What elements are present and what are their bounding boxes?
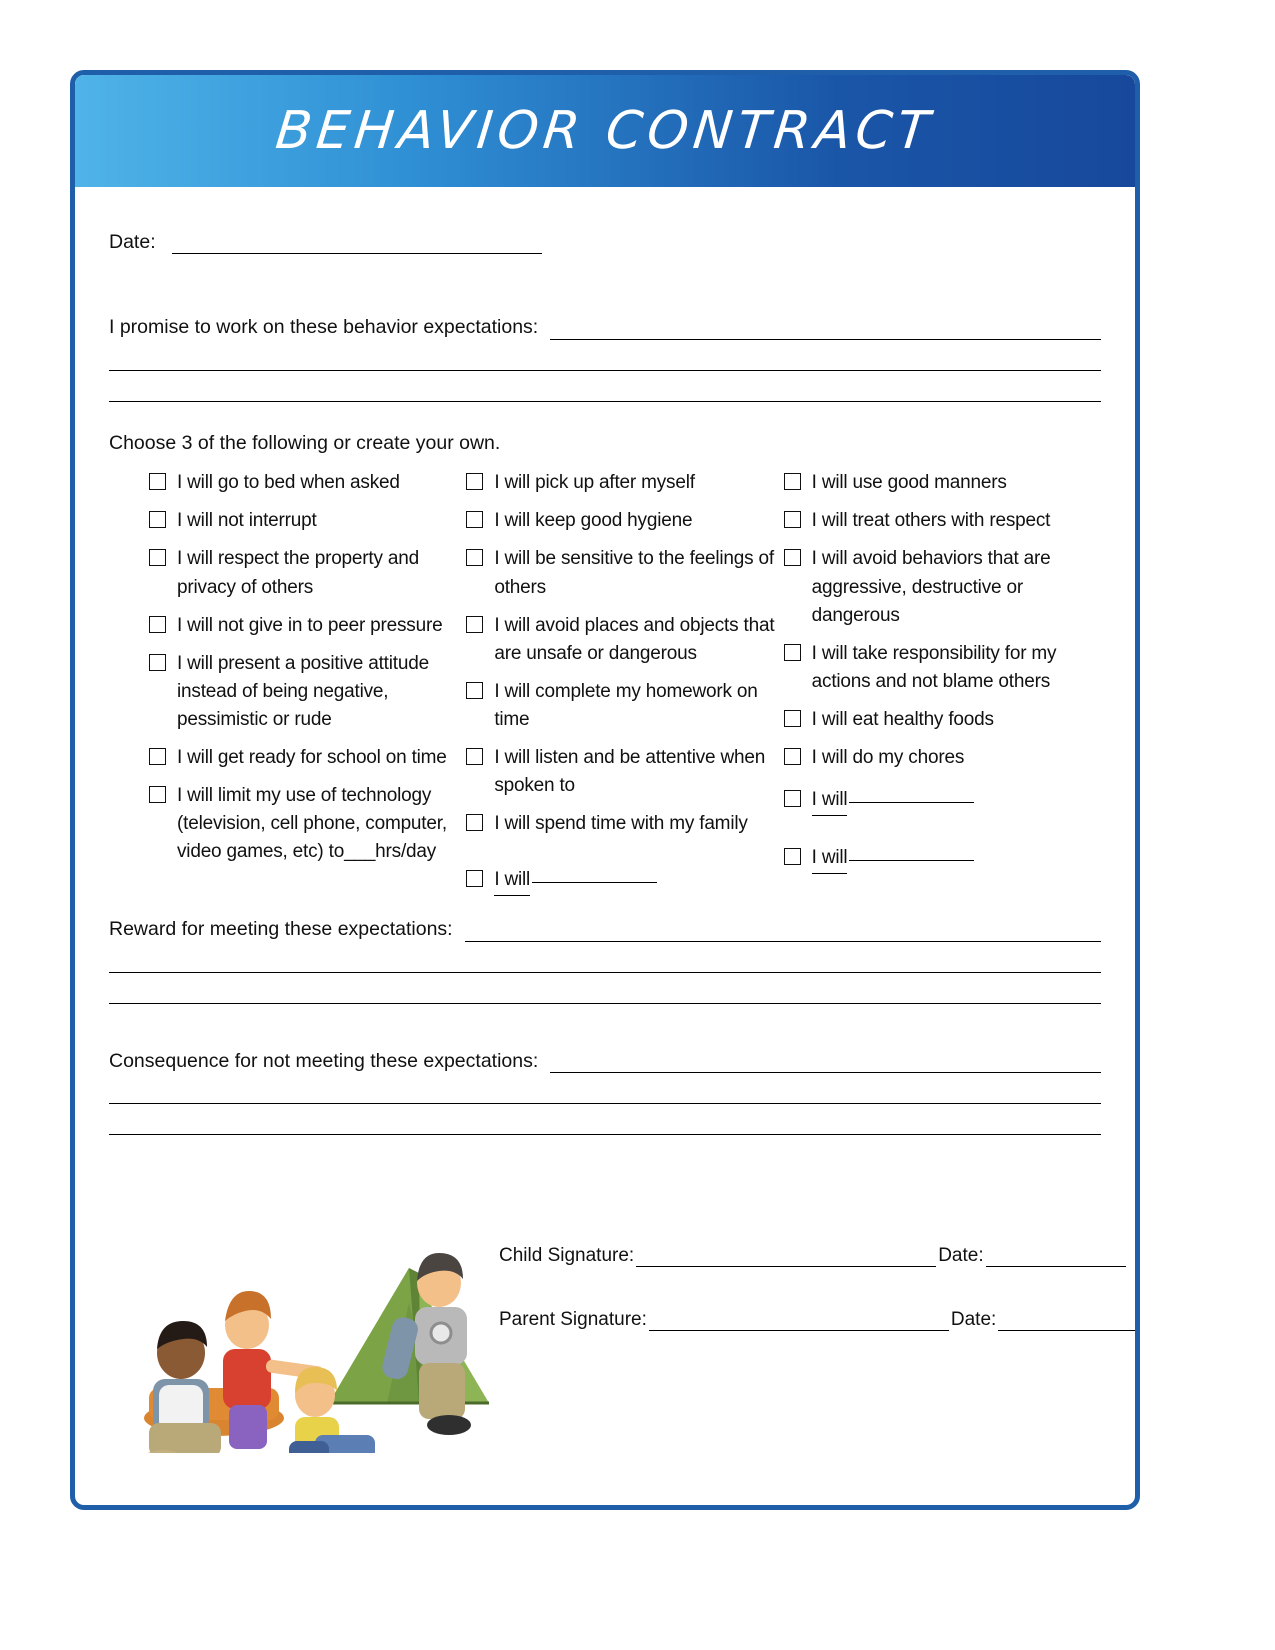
checkbox-icon[interactable] bbox=[466, 870, 483, 887]
parent-date-label: Date: bbox=[950, 1309, 997, 1331]
checkbox-icon[interactable] bbox=[149, 786, 166, 803]
consequence-input-line-1[interactable] bbox=[550, 1071, 1101, 1073]
custom-item-input-line[interactable] bbox=[849, 786, 974, 803]
checkbox-icon[interactable] bbox=[466, 616, 483, 633]
reward-input-line-3[interactable] bbox=[109, 1002, 1101, 1004]
list-item-label: I will present a positive attitude instead of being negative, pessimistic or rude bbox=[177, 652, 429, 730]
list-item-label: I will not give in to peer pressure bbox=[177, 614, 443, 636]
list-item[interactable] bbox=[149, 507, 466, 535]
child-date-line[interactable] bbox=[986, 1265, 1126, 1267]
checkbox-icon[interactable] bbox=[466, 473, 483, 490]
reward-input-line-1[interactable] bbox=[465, 940, 1101, 942]
list-item-label: I will go to bed when asked bbox=[177, 472, 400, 494]
list-item[interactable] bbox=[784, 545, 1101, 629]
checkbox-icon[interactable] bbox=[149, 473, 166, 490]
checkbox-icon[interactable] bbox=[466, 511, 483, 528]
promise-input-line-1[interactable] bbox=[550, 338, 1101, 340]
list-item[interactable] bbox=[784, 507, 1101, 535]
list-item-label: I will treat others with respect bbox=[811, 510, 1051, 532]
custom-item-input-line[interactable] bbox=[849, 844, 974, 861]
list-item-label: I will get ready for school on time bbox=[177, 747, 447, 769]
checkbox-icon[interactable] bbox=[784, 549, 801, 566]
list-item-label: I will use good manners bbox=[811, 472, 1007, 494]
reward-row bbox=[109, 918, 1101, 941]
list-item-custom[interactable] bbox=[784, 844, 1101, 874]
date-input-line[interactable] bbox=[172, 252, 542, 254]
checkbox-icon[interactable] bbox=[466, 549, 483, 566]
list-item-label: I will avoid behaviors that are aggressive, destructive or dangerous bbox=[811, 548, 1051, 626]
signature-area bbox=[499, 1245, 1139, 1373]
list-item[interactable] bbox=[149, 545, 466, 601]
checkbox-icon[interactable] bbox=[149, 549, 166, 566]
contract-page bbox=[70, 70, 1140, 1510]
child-date-label: Date: bbox=[938, 1245, 984, 1267]
list-item[interactable] bbox=[466, 545, 783, 601]
checkbox-icon[interactable] bbox=[149, 511, 166, 528]
checkbox-icon[interactable] bbox=[149, 616, 166, 633]
promise-label: I promise to work on these behavior expectations: bbox=[109, 316, 539, 339]
reward-label: Reward for meeting these expectations: bbox=[109, 918, 453, 941]
parent-signature-row bbox=[499, 1309, 1139, 1331]
checkbox-icon[interactable] bbox=[784, 848, 801, 865]
checkbox-icon[interactable] bbox=[466, 748, 483, 765]
list-item-label: I will be sensitive to the feelings of others bbox=[494, 548, 774, 598]
list-item-custom[interactable] bbox=[466, 866, 783, 896]
checkbox-icon[interactable] bbox=[784, 790, 801, 807]
list-item[interactable] bbox=[149, 612, 466, 640]
consequence-row bbox=[109, 1050, 1101, 1073]
list-item-label: I will listen and be attentive when spoken to bbox=[494, 747, 766, 797]
form-body bbox=[75, 231, 1135, 1510]
list-item[interactable] bbox=[466, 678, 783, 734]
checkbox-icon[interactable] bbox=[466, 682, 483, 699]
list-item-label: I will spend time with my family bbox=[494, 813, 748, 835]
custom-item-label: I will bbox=[812, 844, 848, 874]
promise-row bbox=[109, 316, 1101, 339]
list-item-label: I will respect the property and privacy of others bbox=[177, 548, 419, 598]
list-item[interactable] bbox=[784, 706, 1101, 734]
list-item-label: I will avoid places and objects that are unsafe or dangerous bbox=[494, 614, 775, 664]
checklist-column-1 bbox=[109, 469, 466, 906]
checkbox-icon[interactable] bbox=[784, 473, 801, 490]
reward-input-line-2[interactable] bbox=[109, 971, 1101, 973]
list-item[interactable] bbox=[149, 469, 466, 497]
list-item[interactable] bbox=[466, 612, 783, 668]
list-item-label: I will do my chores bbox=[811, 747, 965, 769]
list-item-label: I will keep good hygiene bbox=[494, 510, 693, 532]
choose-row bbox=[109, 432, 1101, 455]
date-row bbox=[109, 231, 1101, 254]
list-item[interactable] bbox=[466, 507, 783, 535]
custom-item-label: I will bbox=[812, 786, 848, 816]
child-signature-label: Child Signature: bbox=[499, 1245, 635, 1267]
consequence-input-line-3[interactable] bbox=[109, 1133, 1101, 1135]
consequence-label: Consequence for not meeting these expectations: bbox=[109, 1049, 539, 1072]
checkbox-icon[interactable] bbox=[149, 748, 166, 765]
checkbox-icon[interactable] bbox=[466, 814, 483, 831]
list-item-label: I will complete my homework on time bbox=[494, 680, 758, 730]
list-item[interactable] bbox=[149, 782, 466, 866]
custom-item-input-line[interactable] bbox=[532, 866, 657, 883]
date-label: Date: bbox=[109, 231, 156, 253]
list-item-label: I will eat healthy foods bbox=[811, 708, 994, 730]
checklist-column-3 bbox=[784, 469, 1101, 906]
page-title: BEHAVIOR CONTRACT bbox=[272, 101, 938, 161]
list-item-label: I will limit my use of technology (television, cell phone, computer, video games, etc) to___hrs/day bbox=[177, 785, 447, 863]
list-item[interactable] bbox=[466, 469, 783, 497]
list-item-label: I will take responsibility for my actions and not blame others bbox=[811, 642, 1057, 692]
checklist-column-2 bbox=[466, 469, 783, 906]
list-item[interactable] bbox=[466, 744, 783, 800]
list-item[interactable] bbox=[784, 640, 1101, 696]
list-item-label: I will pick up after myself bbox=[494, 472, 695, 494]
promise-input-line-3[interactable] bbox=[109, 400, 1101, 402]
parent-signature-label: Parent Signature: bbox=[499, 1309, 647, 1331]
children-camping-illustration bbox=[119, 1173, 499, 1453]
child-signature-row bbox=[499, 1245, 1139, 1267]
checkbox-icon[interactable] bbox=[784, 511, 801, 528]
list-item[interactable] bbox=[149, 650, 466, 734]
parent-signature-line[interactable] bbox=[649, 1329, 949, 1331]
checkbox-icon[interactable] bbox=[784, 644, 801, 661]
list-item-label: I will not interrupt bbox=[177, 510, 317, 532]
checkbox-icon[interactable] bbox=[784, 748, 801, 765]
checkbox-icon[interactable] bbox=[149, 654, 166, 671]
choose-label: Choose 3 of the following or create your own. bbox=[109, 431, 501, 454]
list-item-custom[interactable] bbox=[784, 786, 1101, 816]
parent-date-line[interactable] bbox=[998, 1329, 1138, 1331]
consequence-input-line-2[interactable] bbox=[109, 1102, 1101, 1104]
list-item[interactable] bbox=[784, 469, 1101, 497]
checklist-columns bbox=[109, 469, 1101, 906]
checkbox-icon[interactable] bbox=[784, 710, 801, 727]
custom-item-label: I will bbox=[494, 866, 530, 896]
list-item[interactable] bbox=[466, 810, 783, 838]
child-signature-line[interactable] bbox=[636, 1265, 936, 1267]
list-item[interactable] bbox=[149, 744, 466, 772]
promise-input-line-2[interactable] bbox=[109, 369, 1101, 371]
footer bbox=[109, 1153, 1101, 1453]
title-bar bbox=[75, 75, 1135, 187]
list-item[interactable] bbox=[784, 744, 1101, 772]
